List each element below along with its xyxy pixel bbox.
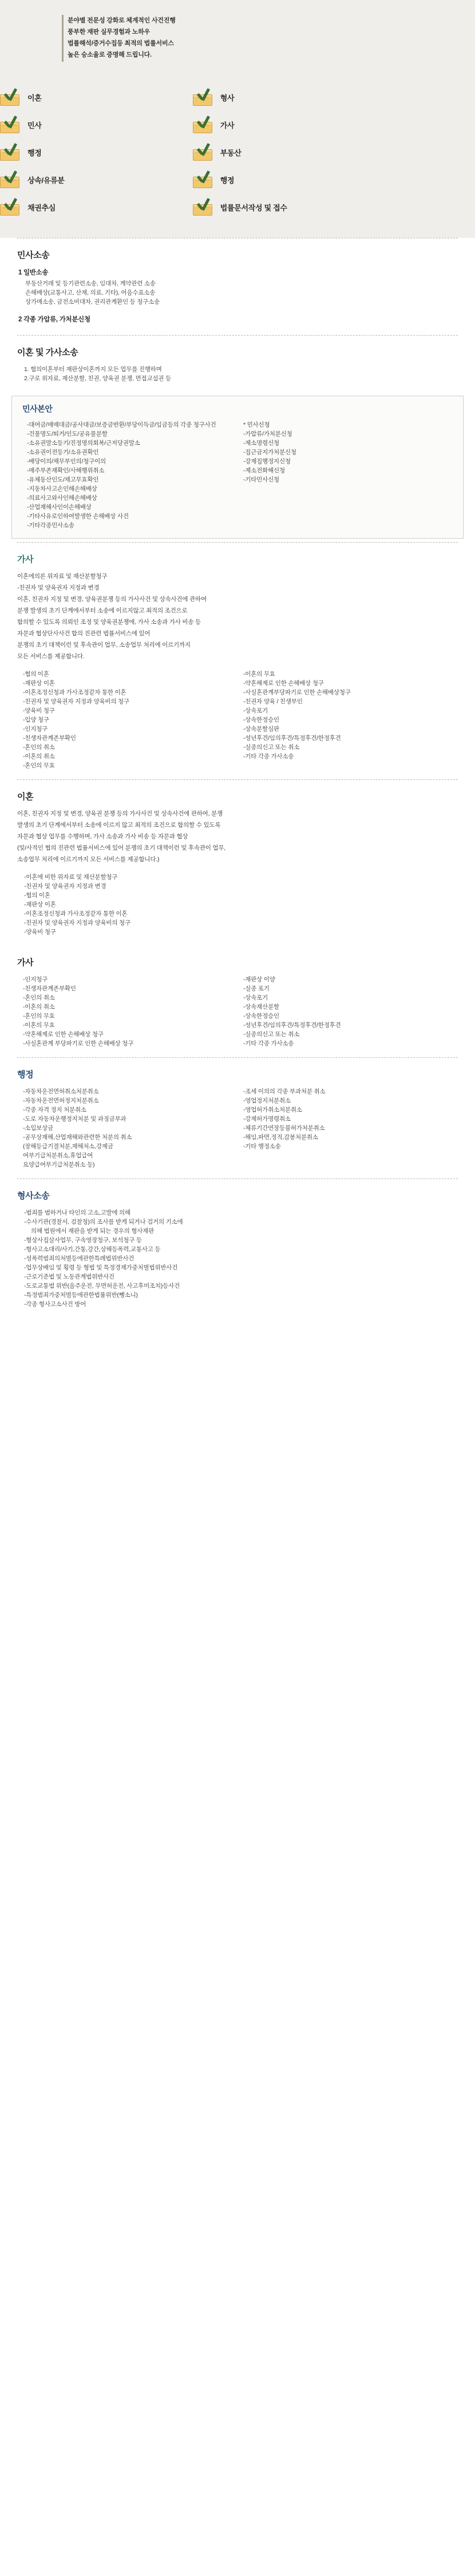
paragraph-line: 이혼에의론 위자료 및 재산분할청구: [17, 573, 108, 580]
list-item: -가압류/가처분신청: [243, 431, 292, 437]
practice-item-criminal[interactable]: [193, 89, 475, 106]
check-pad-icon: [193, 116, 212, 133]
list-item: -자동차운전면허정지처분취소: [23, 1097, 99, 1104]
list-item: -업무상배임 및 횡령 등 형법 및 특정경제가중처벌법위반사건: [24, 1264, 178, 1271]
list-item: -이혼의 취소: [23, 753, 55, 760]
section-divorce-detail: [0, 780, 475, 946]
group-general-suit: [17, 268, 458, 306]
section-civil-litigation: [0, 238, 475, 335]
list-item: -산업재해사인이손해배상: [27, 504, 92, 511]
paragraph-line: 소송업무 처리에 이르기까지 모든 서비스를 제공합니다.): [17, 856, 160, 863]
list-item: -범죄를 범하거나 타인의 고소,고발에 의해: [24, 1209, 130, 1216]
list-item: -제소명령신청: [243, 440, 279, 447]
practice-label: 행정: [27, 148, 42, 157]
list-item: -소유권말소등기/진정명의회복/근저당권말소: [27, 440, 140, 447]
list-item: -인지청구: [23, 976, 48, 983]
list-item: -상속한정승인: [243, 716, 279, 723]
list-item: -건물명도/퇴거/인도/공유물분할: [27, 431, 108, 437]
section-family-secondary: [0, 946, 475, 1057]
list-item: -혼인의 취소: [23, 994, 55, 1001]
list-item: -성폭력범죄의처벌등에관한특례법위반사건: [24, 1255, 134, 1262]
column-right: [238, 975, 458, 1048]
practice-label: 상속/유류분: [27, 176, 65, 185]
list-item: -유체동산인도/채고무효확인: [27, 476, 99, 483]
section-title: 가사: [17, 555, 34, 564]
section-title: 이혼: [17, 792, 34, 802]
check-pad-icon: [193, 198, 212, 216]
list-item: -소입보상금: [23, 1125, 54, 1132]
paragraph-line: 이혼, 친권자 지정 및 변경, 양육권분쟁 등의 가사사건 및 상속사건에 관하여: [17, 596, 207, 603]
practice-row: [0, 111, 475, 138]
check-pad-icon: [0, 89, 19, 106]
check-pad-icon: [193, 144, 212, 161]
list-item: -특정범죄가중처벌등에관한법률위반(뺑소니): [24, 1292, 138, 1299]
list-item: -재판상 이혼: [23, 680, 55, 687]
list-item: -상속포기: [243, 994, 268, 1001]
list-item: -재판상 이양: [243, 976, 275, 983]
practice-area-grid: [0, 71, 475, 238]
section-administrative: [0, 1058, 475, 1178]
check-pad-icon: [0, 171, 19, 188]
list-item: -집근금지가처분신청: [243, 449, 296, 456]
paragraph-line: 모든 서비스를 제공합니다.: [17, 653, 85, 660]
list-item: -영업정지처분취소: [243, 1097, 291, 1104]
practice-label: 채권추심: [27, 203, 56, 212]
check-pad-icon: [0, 198, 19, 216]
group-heading: 1 일반소송: [18, 269, 49, 276]
list-item: -강제집행정지신청: [243, 458, 291, 465]
list-item: -양육비 청구: [24, 929, 56, 935]
list-item: -혼인의 무효: [23, 1013, 55, 1020]
practice-item-document-filing[interactable]: [193, 198, 475, 216]
section-title: 민사본안: [22, 404, 53, 413]
hero-text-block: [0, 15, 475, 61]
section-title: 민사소송: [17, 250, 50, 260]
section-title: 행정: [17, 1070, 34, 1080]
list-item: -상속한정승인: [243, 1013, 279, 1020]
list-item: -공무상재해,산업재해와관련한 처분의 취소: [23, 1134, 132, 1141]
list-item: 2.구로 위자료, 재산분할, 친권, 양육권 분쟁, 면접교섭권 등: [24, 375, 171, 382]
practice-item-divorce[interactable]: [0, 89, 193, 106]
list-item: -이혼에 비한 위자료 및 재산분할청구: [24, 874, 118, 881]
list-item: -조세 이의의 각종 부과처분 취소: [243, 1088, 326, 1095]
practice-row: [0, 83, 475, 111]
list-item: -근로기준법 및 노동관계법위반사건: [24, 1273, 114, 1280]
list-item: -기타사유로인하여발생한 손해배상 사건: [27, 513, 129, 520]
practice-label: 이혼: [27, 93, 42, 102]
practice-item-civil[interactable]: [0, 116, 193, 133]
two-column-list: [17, 670, 458, 770]
list-item: -사실혼관계부당파기로 인한 손해배상청구: [243, 689, 351, 696]
list-item: (장해등급기결처분,재해처소,강제금: [23, 1143, 113, 1150]
hero-line: 법률해석/증거수집등 최적의 법률서비스: [68, 40, 174, 47]
list-criminal-services: [17, 1208, 458, 1309]
list-item: -약혼해제로 인한 손해배상 청구: [23, 1031, 104, 1038]
list-item: -형상사집살사업무, 구속영장청구, 보석청구 등: [24, 1237, 142, 1244]
check-pad-icon: [193, 171, 212, 188]
list-item: -매주부존재확인/사해행위취소: [27, 467, 105, 474]
section-title: 이혼 및 가사소송: [17, 348, 78, 357]
list-item: -친권자 양육 / 친생부인: [243, 698, 303, 705]
list-item: -친권자 및 양육권자 지정과 양육비의 청구: [23, 698, 129, 705]
hero-line: 풍부한 재판 실무경험과 노하우: [68, 29, 151, 35]
paragraph-line: 발생의 초기 단계에서부터 소송에 이르지 않고 최적의 조건으로 합의할 수 있도록: [17, 822, 221, 829]
list-item: -대여금/매매대금/공사대금/보증금반환/부당이득금/임금등의 각종 청구사건: [27, 421, 216, 428]
list-item: -지동차사고손인해손해배상: [27, 485, 97, 492]
practice-item-realestate[interactable]: [193, 144, 475, 161]
practice-label: 부동산: [220, 148, 242, 157]
hero-line: 분야별 전문성 강화로 체계적인 사건진행: [68, 17, 176, 24]
column-left: [21, 420, 238, 530]
paragraph-line: 자문과 협상단사사건 합의 진관련 법률서비스에 있어: [17, 630, 151, 637]
paragraph-line: -친권자 및 양육권자 지정과 변경: [17, 584, 100, 591]
list-item: -상속분할심판: [243, 726, 279, 732]
list-item: -이혼의 무효: [23, 1022, 55, 1029]
list-item: 의해 법원에서 재판을 받게 되는 경우의 형사재판: [31, 1228, 155, 1235]
practice-item-admin[interactable]: [0, 144, 193, 161]
list-item: -상속재산분할: [243, 1004, 279, 1010]
column-left: [17, 670, 238, 770]
list-item: 요양급여부기급처분취소 등): [23, 1161, 95, 1168]
list-item: -체류기간연장등불허가처분취소: [243, 1125, 325, 1132]
practice-label: 민사: [27, 121, 42, 130]
two-column-list: [21, 420, 454, 530]
list-item: -친생자관계존부확인: [23, 735, 76, 742]
list-item: -영업허가취소처분취소: [243, 1106, 302, 1113]
list-item: -이혼조정신청과 가사조정같자 통한 이혼: [23, 689, 126, 696]
two-column-list: [17, 1087, 458, 1169]
two-column-list: [17, 975, 458, 1048]
list-item: -의료사고와사인해손해배상: [27, 495, 97, 501]
section-family: [0, 543, 475, 779]
list-item: -각종 형사고소사건 방어: [24, 1301, 86, 1308]
check-pad-icon: [0, 144, 19, 161]
check-pad-icon: [193, 89, 212, 106]
list-item: -친권자 및 양육권자 지정과 변경: [24, 883, 106, 890]
paragraph-line: 분쟁 발생의 초기 단계에서부터 소송에 이르지않고 최적의 조건으로: [17, 607, 188, 614]
list-divorce-services: [17, 873, 458, 937]
list-item: -친권자 및 양육권자 지정과 양육비의 청구: [24, 919, 130, 926]
list-item: -실종의신고 또는 취소: [243, 1031, 300, 1038]
column-right: [238, 670, 458, 770]
list-item: -기타 각종 가사소송: [243, 753, 294, 760]
list-item: -배당이의/채무부인의/청구이의: [27, 458, 106, 465]
list-item: -이혼조정신청과 가사조정같자 통한 이혼: [24, 910, 128, 917]
list-item: -입양 청구: [23, 716, 49, 723]
practice-label: 법률문서작성 및 접수: [220, 203, 287, 212]
list-item: -인지청구: [23, 726, 48, 732]
practice-label: 형사: [220, 93, 235, 102]
column-left: [17, 1087, 238, 1169]
list-item: -해임,파면,정직,감봉처분취소: [243, 1134, 318, 1141]
section-title: 형사소송: [17, 1191, 50, 1201]
list-item: -소유권이전등기/소유권확인: [27, 449, 99, 456]
section-civil-merits: [11, 396, 464, 539]
paragraph-line: (및/사적인 협의 진관련 법률서비스에 있어 분쟁의 초기 대책이런 및 후속관이 업무,: [17, 845, 226, 851]
list-item: 여부기급처분취소,휴업급여: [23, 1152, 93, 1159]
list-item: -이혼의 무효: [243, 671, 275, 678]
section-divorce-family: [0, 336, 475, 392]
list-item: -각종 자격 정지 처분취소: [23, 1106, 86, 1113]
list-item: -약혼해제로 인한 손해배상 청구: [243, 680, 324, 687]
list-item: -제소전화해신청: [243, 467, 285, 474]
list-item: 부동산거래 및 등기관련소송, 임대차, 계약관련 소송: [25, 280, 156, 287]
list-item: -혼인의 무효: [23, 762, 55, 769]
paragraph-line: 분쟁의 초기 대책이런 및 후속관이 업무, 소송업무 처리에 이르기까지: [17, 642, 191, 648]
list-item: -상속포기: [243, 707, 268, 714]
practice-row: [0, 166, 475, 193]
practice-item-inheritance[interactable]: [0, 171, 193, 188]
list-item: -혼인의 취소: [23, 744, 55, 751]
list-item: -기타 행정소송: [243, 1143, 281, 1150]
list-item: -자동차운전면허취소처분취소: [23, 1088, 99, 1095]
paragraph-line: 이혼, 친권자 지정 및 변경, 양육권 분쟁 등의 가사사건 및 상속사건에 관하여, 분쟁: [17, 810, 223, 817]
list-item: 손해배상(교통사고, 산재, 의료, 기타), 어음수표소송: [25, 289, 156, 296]
list-item: -협의 이혼: [23, 671, 49, 678]
column-right: [238, 420, 454, 530]
practice-item-family[interactable]: [193, 116, 475, 133]
practice-item-admin-2[interactable]: [193, 171, 475, 188]
list-item: -실종 포기: [243, 985, 270, 992]
list-item: -실종의신고 또는 취소: [243, 744, 300, 751]
list-item: -친생자관계존부확인: [23, 985, 76, 992]
list-item: -도로교통법 위반(음주운전, 무면허운전, 사고후미조치)등사건: [24, 1283, 180, 1289]
list-item: -성년후견/임의후견/특정후견/한정후견: [243, 1022, 341, 1029]
practice-item-debt-collection[interactable]: [0, 198, 193, 216]
column-left: [17, 975, 238, 1048]
list-item: -기타각종민사소송: [27, 522, 74, 529]
section-title: 가사: [17, 958, 34, 968]
subsection-title: * 민사신청: [243, 421, 270, 428]
list-item: -강제허가명령취소: [243, 1116, 291, 1122]
list-item: -형사고소대리/사기,간통,강간,상해등폭력,교통사고 등: [24, 1246, 161, 1253]
list-item: -도로 자동차운행정지처분 및 과징금부과: [23, 1116, 126, 1122]
intro-paragraph: [17, 809, 458, 865]
practice-row: [0, 193, 475, 221]
group-heading: 2 각종 가압류, 가처분신청: [18, 316, 90, 323]
list-item: -기타민사신청: [243, 476, 279, 483]
check-pad-icon: [0, 116, 19, 133]
list-item: -기타 각종 가사소송: [243, 1040, 294, 1047]
list-item: -협의 이혼: [24, 892, 50, 899]
paragraph-line: 자문과 협상 업무를 수행하며, 가사 소송과 가사 비송 등 자문과 협상: [17, 833, 188, 840]
list-item: -수사기관(경찰서, 검찰청)의 조사를 받게 되거나 검거의 기소에: [24, 1219, 183, 1225]
intro-paragraph: [17, 572, 458, 662]
paragraph-line: 합의할 수 있도록 의뢰인 조정 및 양육권분쟁에, 가사 소송과 가사 비송 등: [17, 619, 201, 626]
list-item: 1. 협의이혼부터 재판상이혼까지 모든 업무를 진행하며: [24, 366, 162, 373]
hero-banner: [0, 0, 475, 71]
section-criminal: [0, 1179, 475, 1318]
list-item: -사실혼관계 부당파기로 인한 손해배상 청구: [23, 1040, 134, 1047]
list-item: -재판상 이혼: [24, 901, 56, 908]
practice-label: 가사: [220, 121, 235, 130]
list-item: 상가매소송, 금전소비대차, 권리관계환인 등 청구소송: [25, 298, 160, 305]
practice-row: [0, 138, 475, 166]
column-right: [238, 1087, 458, 1169]
practice-label: 행정: [220, 176, 235, 185]
hero-line: 높은 승소율로 증명해 드립니다.: [68, 51, 152, 58]
list-item: -성년후견/임의후견/특정후견/한정후견: [243, 735, 341, 742]
list-item: -양육비 청구: [23, 707, 55, 714]
list-item: -이혼의 취소: [23, 1004, 55, 1010]
